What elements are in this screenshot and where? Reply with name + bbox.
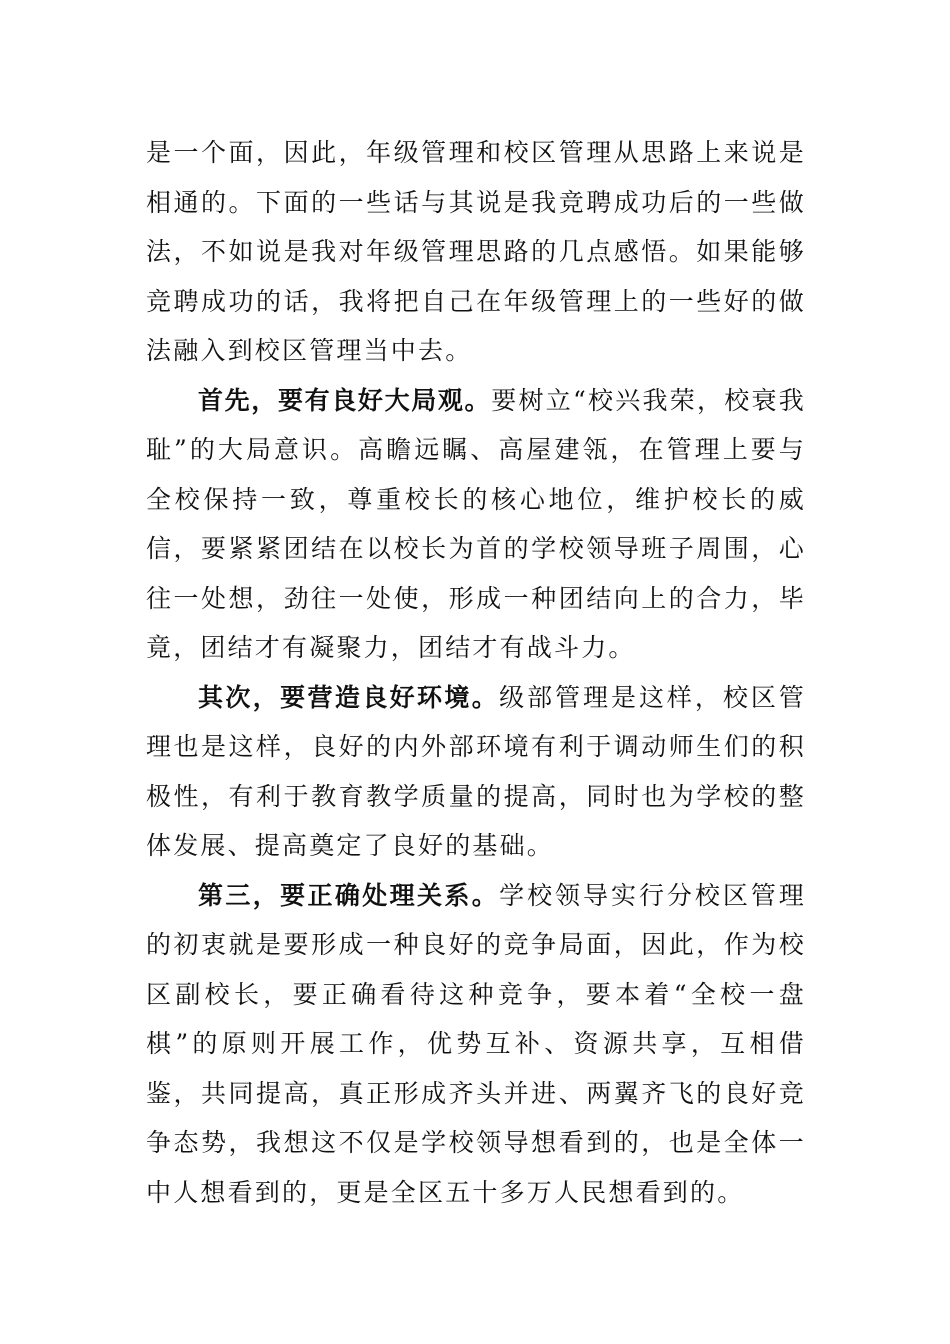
paragraph-environment <box>146 673 806 871</box>
paragraph-text: 是一个面，因此，年级管理和校区管理从思路上来说是相通的。下面的一些话与其说是我竞聘成功后的一些做法，不如说是我对年级管理思路的几点感悟。如果能够竞聘成功的话，我将把自己在年级管理上的一些好的做法融入到校区管理当中去。 <box>146 138 806 365</box>
paragraph-heading: 第三，要正确处理关系。 <box>198 880 500 910</box>
paragraph-heading: 其次，要营造良好环境。 <box>198 682 500 712</box>
paragraph-text: 学校领导实行分校区管理的初衷就是要形成一种良好的竞争局面，因此，作为校区副校长，要正确看待这种竞争，要本着“全校一盘棋”的原则开展工作，优势互补、资源共享，互相借鉴，共同提高，真正形成齐头并进、两翼齐飞的良好竞争态势，我想这不仅是学校领导想看到的，也是全体一中人想看到的，更是全区五十多万人民想看到的。 <box>146 880 807 1207</box>
paragraph-continuation <box>146 128 806 376</box>
paragraph-big-picture <box>146 376 806 673</box>
paragraph-text: 要树立“校兴我荣，校衰我耻”的大局意识。高瞻远瞩、高屋建瓴，在管理上要与全校保持一致，尊重校长的核心地位，维护校长的威信，要紧紧团结在以校长为首的学校领导班子周围，心往一处想，劲往一处使，形成一种团结向上的合力，毕竟，团结才有凝聚力，团结才有战斗力。 <box>146 385 806 662</box>
paragraph-text: 级部管理是这样，校区管理也是这样，良好的内外部环境有利于调动师生们的积极性，有利于教育教学质量的提高，同时也为学校的整体发展、提高奠定了良好的基础。 <box>146 682 807 860</box>
document-body <box>146 128 806 1217</box>
paragraph-relations <box>146 871 806 1218</box>
paragraph-heading: 首先，要有良好大局观。 <box>198 385 492 415</box>
